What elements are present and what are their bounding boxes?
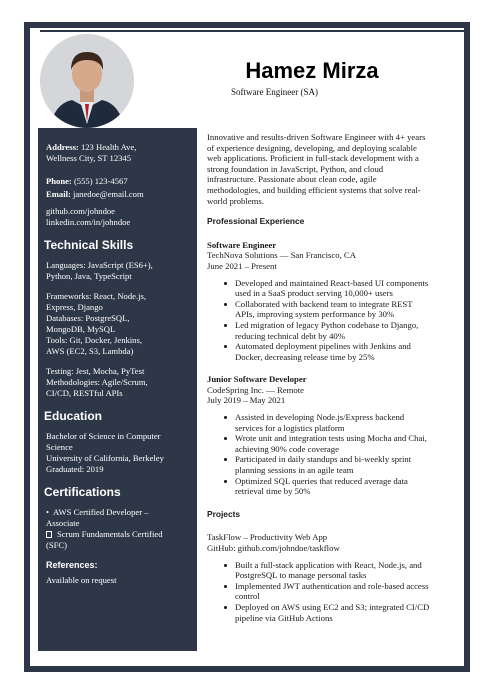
summary: [207, 132, 459, 206]
candidate-name: Hamez Mirza: [245, 58, 379, 83]
cert-item-continuation: (SFC): [46, 540, 68, 550]
email-label: Email:: [46, 189, 71, 199]
list-item: Assisted in developing Node.js/Express backend services for a logistics platform: [215, 412, 459, 433]
skills-stack: [46, 291, 189, 357]
job-company: TechNova Solutions — San Francisco, CA: [207, 250, 356, 261]
certifications-heading: Certifications: [44, 485, 121, 499]
job-dates: July 2019 – May 2021: [207, 395, 286, 406]
experience-heading: Professional Experience: [207, 216, 305, 227]
address-line2: Wellness City, ST 12345: [46, 153, 132, 163]
references-text: Available on request: [46, 575, 117, 585]
profile-photo-image: [40, 34, 134, 128]
job-entry: [207, 240, 459, 363]
skills-languages-line2: Python, Java, TypeScript: [46, 271, 132, 281]
skills-tools-line2: AWS (EC2, S3, Lambda): [46, 346, 134, 356]
education-degree-line2: Science: [46, 442, 73, 452]
skills-languages: [46, 260, 189, 282]
list-item: Built a full-stack application with React, Node.js, and PostgreSQL to manage personal tasks: [215, 560, 459, 581]
list-item: Wrote unit and integration tests using Mocha and Chai, achieving 90% code coverage: [215, 433, 459, 454]
skills-frameworks-line2: Express, Django: [46, 302, 103, 312]
education-school: University of California, Berkeley: [46, 453, 164, 463]
job-bullets: [215, 412, 459, 497]
references-heading: References:: [46, 560, 98, 570]
skills-methodologies-line2: CI/CD, RESTful APIs: [46, 388, 123, 398]
header-rule: [40, 30, 466, 32]
education-degree-line1: Bachelor of Science in Computer: [46, 431, 161, 441]
cert-item: [46, 507, 189, 518]
skills-frameworks-line1: Frameworks: React, Node.js,: [46, 291, 146, 301]
list-item: Led migration of legacy Python codebase to Django, reducing technical debt by 40%: [215, 320, 459, 341]
skills-testing-line: Testing: Jest, Mocha, PyTest: [46, 366, 145, 376]
linkedin-link[interactable]: linkedin.com/in/johndoe: [46, 217, 131, 227]
skills-databases-line1: Databases: PostgreSQL,: [46, 313, 130, 323]
list-item: Automated deployment pipelines with Jenkins and Docker, decreasing release time by 25%: [215, 341, 459, 362]
skills-languages-line1: Languages: JavaScript (ES6+),: [46, 260, 153, 270]
list-item: Implemented JWT authentication and role-based access control: [215, 581, 459, 602]
cert-item-label: AWS Certified Developer –: [53, 507, 149, 517]
job-dates: June 2021 – Present: [207, 260, 277, 271]
list-item: Deployed on AWS using EC2 and S3; integrated CI/CD pipeline via GitHub Actions: [215, 602, 459, 623]
certifications-list: [46, 507, 189, 551]
skills-tools-line1: Tools: Git, Docker, Jenkins,: [46, 335, 142, 345]
skills-testing: [46, 366, 189, 399]
education-block: [46, 431, 189, 475]
summary-line: web applications. Proficient in full-stack development with a: [207, 153, 419, 164]
cert-item-continuation: Associate: [46, 518, 80, 528]
profile-photo: [40, 34, 134, 128]
summary-line: methodologies, and building efficient systems that solve real-: [207, 184, 421, 195]
summary-line: world problems.: [207, 195, 264, 206]
education-heading: Education: [44, 409, 103, 423]
job-title: Software Engineer: [207, 239, 277, 250]
list-item: Collaborated with backend team to integrate REST APIs, improving system performance by 30%: [215, 299, 459, 320]
summary-line: strong foundation in JavaScript, Python, and cloud: [207, 163, 384, 174]
cert-item-label: Scrum Fundamentals Certified: [57, 529, 163, 539]
job-title: Junior Software Developer: [207, 374, 307, 385]
list-item: Participated in daily standups and bi-weekly sprint planning sessions in an agile team: [215, 454, 459, 475]
skills-heading: Technical Skills: [44, 238, 134, 252]
job-company: CodeSpring Inc. — Remote: [207, 384, 304, 395]
sidebar: [38, 128, 197, 651]
projects-heading: Projects: [207, 508, 241, 519]
skills-methodologies-line1: Methodologies: Agile/Scrum,: [46, 377, 148, 387]
phone-label: Phone:: [46, 176, 72, 186]
phone-row: [46, 176, 189, 187]
address-label: Address:: [46, 142, 79, 152]
skills-databases-line2: MongoDB, MySQL: [46, 324, 116, 334]
education-graduated: Graduated: 2019: [46, 464, 104, 474]
address-line1: 123 Health Ave,: [80, 142, 137, 152]
email-row: [46, 189, 189, 200]
job-entry: [207, 374, 459, 497]
github-link[interactable]: github.com/johndoe: [46, 206, 115, 216]
phone-value: (555) 123-4567: [73, 176, 128, 186]
project-name: TaskFlow – Productivity Web App: [207, 532, 328, 543]
email-link[interactable]: janedoe@email.com: [72, 189, 144, 199]
summary-line: infrastructure. Passionate about clean code, agile: [207, 174, 377, 185]
summary-line: Innovative and results-driven Software Engineer with 4+ years: [207, 132, 426, 142]
list-item: Developed and maintained React-based UI components used in a SaaS product serving 10,000+ users: [215, 278, 459, 299]
project-bullets: [215, 560, 459, 624]
cert-bullet-icon: •: [46, 507, 50, 517]
job-bullets: [215, 278, 459, 363]
project-github-link[interactable]: GitHub: github.com/johndoe/taskflow: [207, 543, 340, 553]
list-item: Optimized SQL queries that reduced average data retrieval time by 50%: [215, 476, 459, 497]
cert-box-icon: [46, 531, 52, 538]
candidate-role: Software Engineer (SA): [231, 87, 318, 97]
summary-line: of experience designing, developing, and deploying scalable: [207, 142, 417, 153]
main-content: [207, 132, 459, 635]
cert-item: [46, 529, 189, 540]
address-block: [46, 142, 189, 164]
